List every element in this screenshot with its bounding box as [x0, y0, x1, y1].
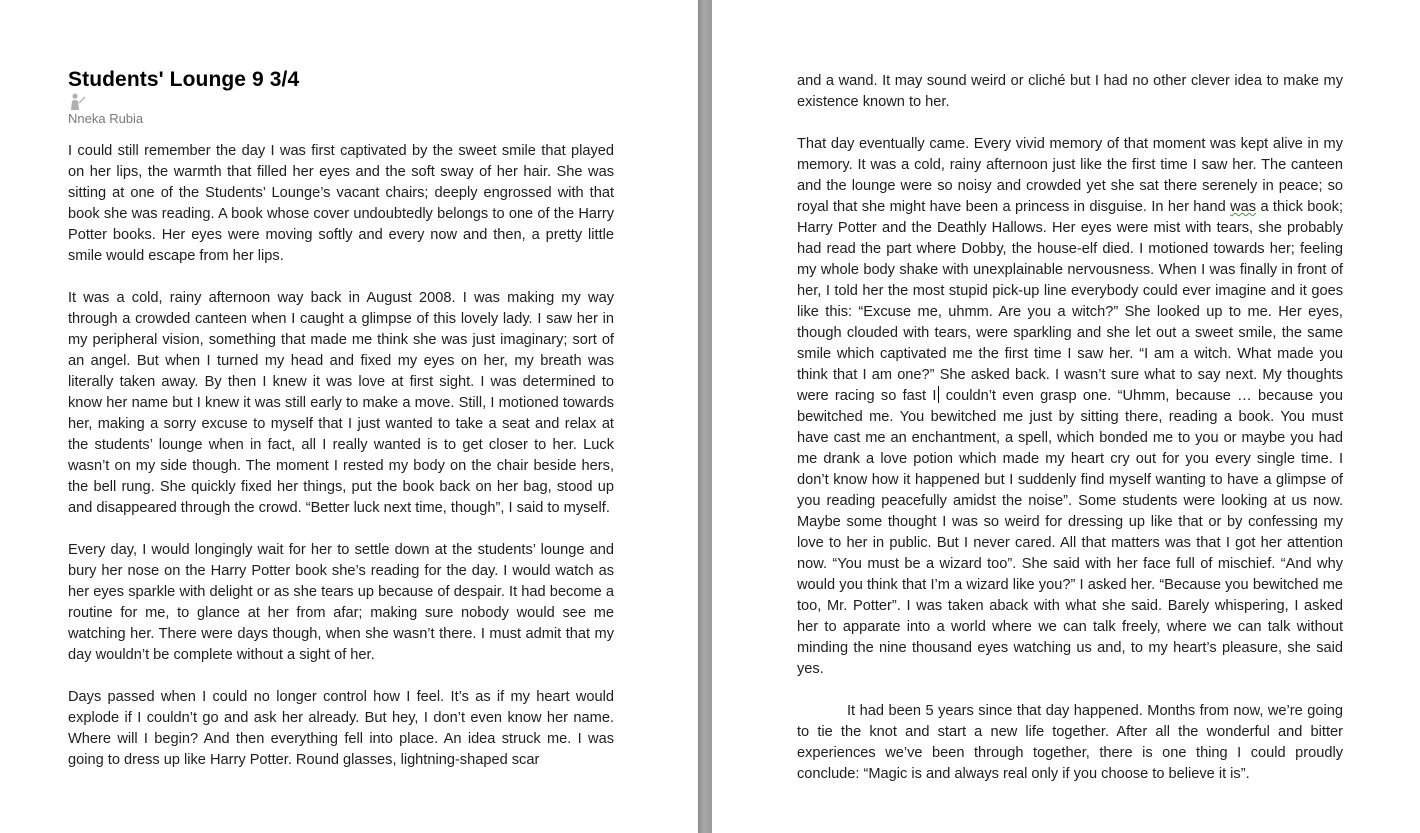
paragraph: It had been 5 years since that day happened. Months from now, we’re going to tie the knot and start a new life together. After all the wonderful and bitter experiences we’ve been through together, there is one thing I could proudly conclude: “Magic is and always real only if you choose to believe it is”. — [797, 703, 1343, 782]
paragraph-text: That day eventually came. Every vivid memory of that moment was kept alive in my memory. It was a cold, rainy afternoon just like the first time I saw her. The canteen and the lounge were so noisy and crowded yet she sat there serenely in peace; so royal that she might have been a princess in disguise. In her hand — [797, 136, 1343, 215]
paragraph: Every day, I would longingly wait for her to settle down at the students’ lounge and bury her nose on the Harry Potter book she’s reading for the day. I would watch as her eyes sparkle with delight or as she tears up because of despair. It had become a routine for me, to glance at her from afar; making sure nobody would see me watching her. There were days though, when she wasn’t there. I must admit that my day wouldn’t be complete without a sight of her. — [68, 542, 614, 663]
paragraph: and a wand. It may sound weird or cliché but I had no other clever idea to make my existence known to her. — [797, 73, 1343, 110]
page-divider — [698, 0, 712, 833]
paragraph: I could still remember the day I was first captivated by the sweet smile that played on her lips, the warmth that filled her eyes and the soft sway of her hair. She was sitting at one of the Students’ Lounge’s vacant chairs; deeply engrossed with that book she was reading. A book whose cover undoubtedly belongs to one of the Harry Potter books. Her eyes were moving softly and every now and then, a pretty little smile would escape from her lips. — [68, 143, 614, 264]
paragraph: It was a cold, rainy afternoon way back in August 2008. I was making my way through a crowded canteen when I caught a glimpse of this lovely lady. I saw her in my peripheral vision, something that made me think she was just imaginary; sort of an angel. But when I turned my head and fixed my eyes on her, my breath was literally taken away. By then I knew it was love at first sight. I was determined to know her name but I knew it was still early to make a move. Still, I motioned towards her, making a sorry excuse to myself that I just wanted to take a seat and relax at the students’ lounge when in fact, all I really wanted is to get closer to her. Luck wasn’t on my side though. The moment I rested my body on the chair beside hers, the bell rung. She quickly fixed her things, put the book back on her bag, stood up and disappeared through the crowd. “Better luck next time, though”, I said to myself. — [68, 290, 614, 516]
document-title: Students' Lounge 9 3/4 — [68, 68, 300, 91]
paragraph: Days passed when I could no longer control how I feel. It’s as if my heart would explode if I couldn’t go and ask her already. But hey, I don’t even know her name. Where will I begin? And then everything fell into place. An idea struck me. I was going to dress up like Harry Potter. Round glasses, lightning-shaped scar — [68, 689, 614, 768]
author-name: Nneka Rubia — [68, 111, 144, 126]
text-cursor — [938, 386, 939, 403]
spellcheck-word[interactable]: was — [1230, 199, 1257, 215]
paragraph-text: couldn’t even grasp one. “Uhmm, because … because you bewitched me. You bewitched me just by sitting there, reading a book. You must have cast me an enchantment, a spell, which bonded me to you or maybe you had me drank a love potion which made my heart cry out for you every single time. I don’t know how it happened but I suddenly find myself wanting to have a glimpse of you reading peacefully amidst the noise”. Some students were looking at us now. Maybe some thought I was so weird for dressing up like that or by confessing my love to her in public. But I never cared. All that matters was that I got her attention now. “You must be a wizard too”. She said with her face full of mischief. “And why would you think that I’m a wizard like you?” I asked her. “Because you bewitched me too, Mr. Potter”. I was taken aback with what she said. Barely whispering, I asked her to apparate into a world where we can talk freely, where we can talk without minding the nine thousand eyes watching us and, to my heart’s pleasure, she said yes. — [797, 388, 1343, 677]
left-column-text — [68, 141, 614, 792]
right-column-text — [797, 71, 1343, 806]
paragraph-text: a thick book; Harry Potter and the Deathly Hallows. Her eyes were mist with tears, she probably had read the part where Dobby, the house-elf died. I motioned towards her; feeling my whole body shake with unexplainable nervousness. When I was finally in front of her, I told her the most stupid pick-up line everybody could ever imagine and it goes like this: “Excuse me, uhmm. Are you a witch?” She looked up to me. Her eyes, though clouded with tears, were sparkling and she let out a sweet smile, the same smile which captivated me the first time I saw her. “I am a witch. What made you think that I am one?” She asked back. I wasn’t sure what to say next. My thoughts were racing so fast I — [797, 199, 1343, 404]
person-with-pen-icon — [68, 93, 88, 111]
paragraph — [797, 134, 1343, 680]
